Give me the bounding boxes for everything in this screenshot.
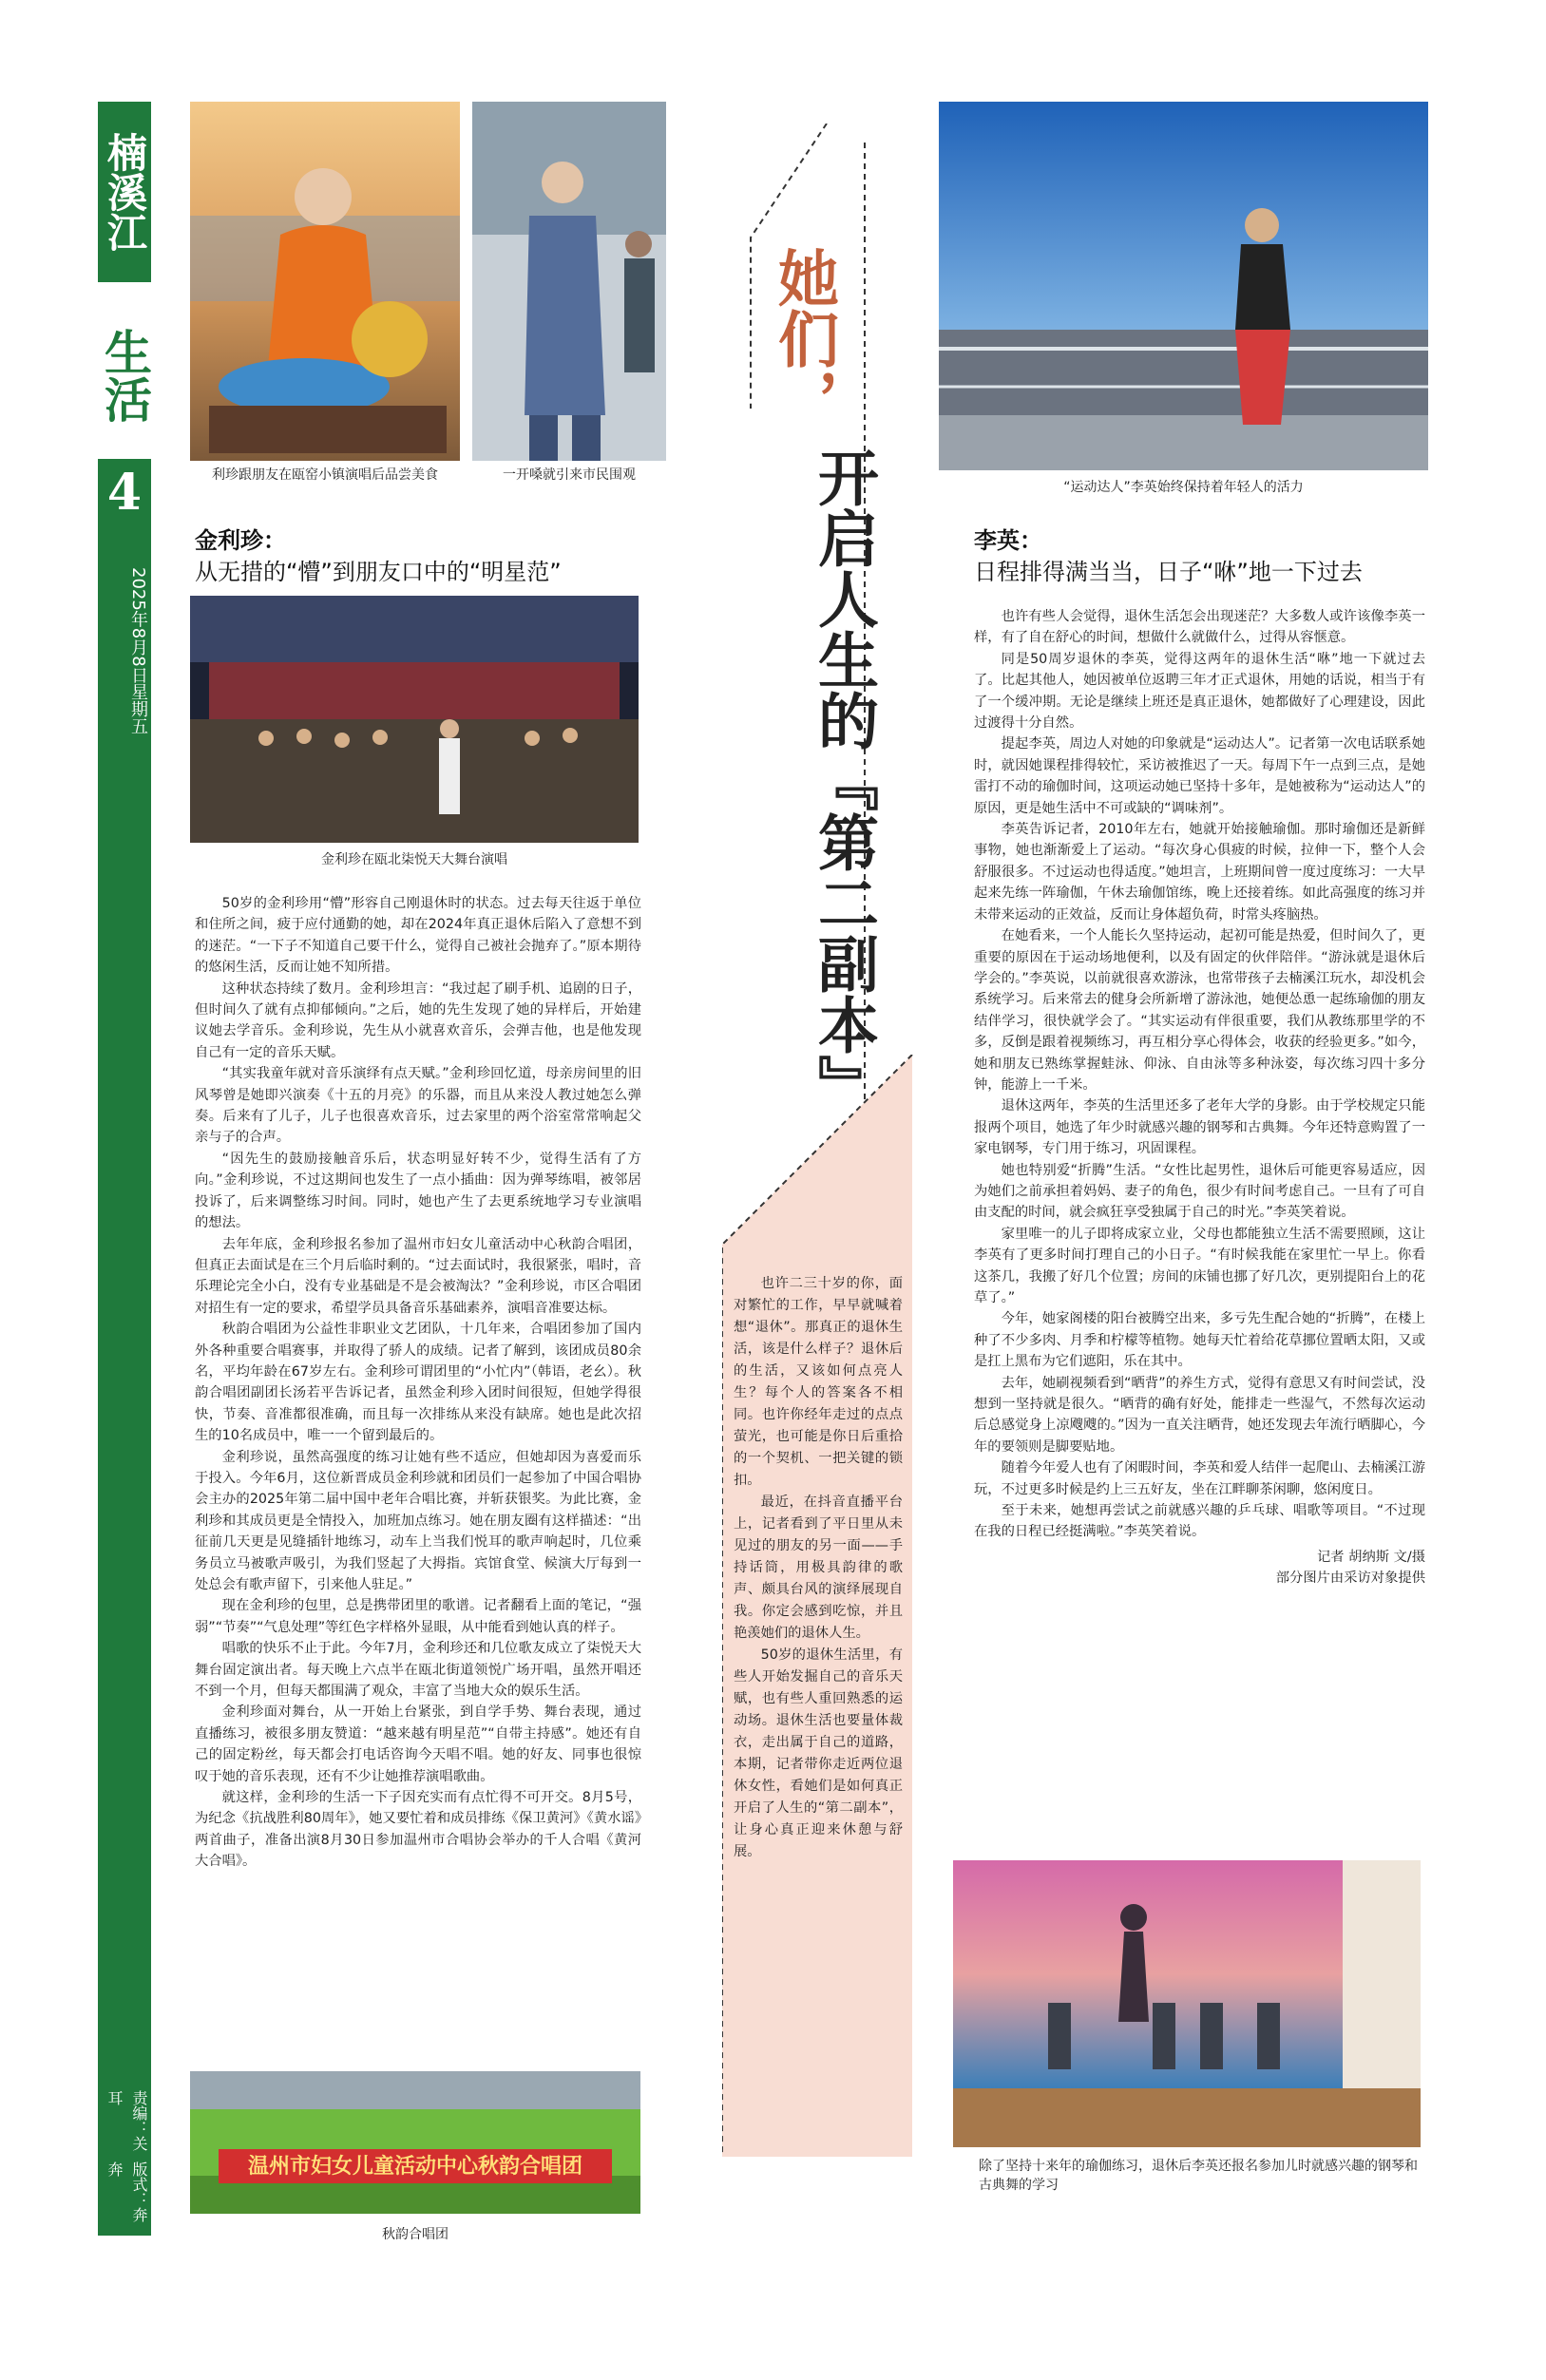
photo-street-singing-image	[472, 102, 666, 461]
caption-street-singing: 一开嗓就引来市民围观	[503, 467, 636, 483]
left-paragraph: 秋韵合唱团为公益性非职业文艺团队，十几年来，合唱团参加了国内外各种重要合唱赛事，并取得了骄人的成绩。记者了解到，该团成员80余名，平均年龄在67岁左右。金利珍可谓团里的“小忙内”（韩语，老幺）。秋韵合唱团副团长汤若平告诉记者，虽然金利珍入团时间很短，但她学得很快，节奏、音准都很准确，而且每一次排练从来没有缺席。她也是此次招生的10名成员中，唯一一个留到最后的。	[195, 1322, 641, 1444]
editor-credit: 责编：关耳	[105, 2090, 148, 2151]
right-paragraph: 去年，她刷视频看到“晒背”的养生方式，觉得有意思又有时间尝试，没想到一坚持就是很久。“晒背的确有好处，能排走一些湿气，不然每次运动后总感觉身上凉飕飕的。”因为一直关注晒背，她还发现去年流行晒脚心，今年的要领则是脚要贴地。	[974, 1375, 1425, 1455]
section-title: 生活	[97, 328, 153, 423]
left-paragraph: 现在金利珍的包里，总是携带团里的歌谱。记者翻看上面的笔记，“强弱”“节奏”“气息处理”等红色字样格外显眼，从中能看到她认真的样子。	[195, 1598, 641, 1635]
choir-banner-text: 温州市妇女儿童活动中心秋韵合唱团	[247, 2154, 582, 2179]
photo-food-tasting	[190, 102, 460, 461]
editor-credits	[98, 2090, 151, 2233]
left-paragraph: 金利珍面对舞台，从一开始上台紧张，到自学手势、舞台表现，通过直播练习，被很多朋友赞道：“越来越有明星范”“自带主持感”。她还有自己的固定粉丝，每天都会打电话咨询今天唱不唱。她的好友、同事也很惊叹于她的音乐表现，还有不少让她推荐演唱歌曲。	[195, 1704, 641, 1784]
byline: 记者 胡纳斯 文/摄	[1317, 1549, 1425, 1565]
caption-stage-performance: 金利珍在瓯北柒悦天大舞台演唱	[321, 852, 507, 867]
right-story-body	[974, 606, 1425, 1589]
left-heading-name: 金利珍：	[195, 527, 286, 554]
right-heading-name: 李英：	[974, 527, 1042, 554]
left-paragraph: 50岁的金利珍用“懵”形容自己刚退休时的状态。过去每天往返于单位和住所之间，疲于应付通勤的她，却在2024年真正退休后陷入了意想不到的迷茫。“一下子不知道自己要干什么，觉得自己被社会抛弃了。”原本期待的悠闲生活，反而让她不知所措。	[195, 896, 641, 976]
photo-street-singing	[472, 102, 666, 461]
photo-yoga-class	[953, 1860, 1421, 2147]
date-text: 2025年8月8日	[128, 566, 148, 684]
left-paragraph: 这种状态持续了数月。金利珍坦言：“我过起了刷手机、追剧的日子，但时间久了就有点抑郁倾向。”之后，她的先生发现了她的异样后，开始建议她去学音乐。金利珍说，先生从小就喜欢音乐，会弹吉他，也是他发现自己有一定的音乐天赋。	[195, 981, 641, 1060]
caption-sports-viewpoint: “运动达人”李英始终保持着年轻人的活力	[1063, 480, 1304, 495]
intro-paragraph: 50岁的退休生活里，有些人开始发掘自己的音乐天赋，也有些人重回熟悉的运动场。退休生活也要量体裁衣，走出属于自己的道路，本期，记者带你走近两位退休女性，看她们是如何真正开启了人生的“第二副本”，让身心真正迎来休憩与舒展。	[734, 1647, 903, 1859]
right-paragraph: 同是50周岁退休的李英，觉得这两年的退休生活“咻”地一下就过去了。比起其他人，她因被单位返聘三年才正式退休，用她的话说，相当于有了一个缓冲期。无论是继续上班还是真正退休，她都做好了心理建设，因此过渡得十分自然。	[974, 651, 1425, 732]
left-paragraph: 唱歌的快乐不止于此。今年7月，金利珍还和几位歌友成立了柒悦天大舞台固定演出者。每天晚上六点半在瓯北街道领悦广场开唱，虽然开唱还不到一个月，但每天都围满了观众，丰富了当地大众的娱乐生活。	[195, 1641, 641, 1700]
photo-stage-performance-image	[190, 596, 639, 843]
right-heading-sub: 日程排得满当当，日子“咻”地一下过去	[974, 559, 1363, 585]
weekday-text: 星期五	[128, 683, 148, 735]
right-paragraph: 在她看来，一个人能长久坚持运动，起初可能是热爱，但时间久了，更重要的原因在于运动场地便利，以及有固定的伙伴陪伴。“游泳就是退休后学会的。”李英说，以前就很喜欢游泳，也常带孩子去楠溪江玩水，却没机会系统学习。后来常去的健身会所新增了游泳池，她便怂恿一起练瑜伽的朋友结伴学习，很快就学会了。“其实运动有伴很重要，我们从教练那里学的不多，反倒是跟着视频练习，再互相分享心得体会，收获的经验更多。”如今，她和朋友已熟练掌握蛙泳、仰泳、自由泳等多种泳姿，每次练习四十多分钟，能游上一千米。	[974, 928, 1425, 1093]
caption-choir: 秋韵合唱团	[382, 2227, 449, 2242]
right-paragraph: 今年，她家阁楼的阳台被腾空出来，多亏先生配合她的“折腾”，在楼上种了不少多肉、月季和柠檬等植物。她每天忙着给花草挪位置晒太阳，又或是扛上黑布为它们遮阳，乐在其中。	[974, 1311, 1425, 1370]
left-story-body	[195, 893, 641, 1873]
left-paragraph: “其实我童年就对音乐演绎有点天赋。”金利珍回忆道，母亲房间里的旧风琴曾是她即兴演奏《十五的月亮》的乐器，而且从来没人教过她怎么弹奏。后来有了儿子，儿子也很喜欢音乐，过去家里的两个浴室常常响起父亲与子的合声。	[195, 1066, 641, 1146]
right-paragraph: 随着今年爱人也有了闲暇时间，李英和爱人结伴一起爬山、去楠溪江游玩，不过更多时候是约上三五好友，坐在江畔聊茶闲聊，悠闲度日。	[974, 1460, 1425, 1497]
caption-food-tasting: 利珍跟朋友在瓯窑小镇演唱后品尝美食	[212, 467, 438, 483]
paper-name: 楠溪江	[102, 132, 148, 252]
headline-line2: 开启人生的『第二副本』	[808, 447, 879, 1115]
intro-text	[734, 1273, 903, 1863]
caption-yoga-class: 除了坚持十来年的瑜伽练习，退休后李英还报名参加儿时就感兴趣的钢琴和古典舞的学习	[979, 2159, 1418, 2193]
page-number: 4	[106, 464, 143, 522]
left-paragraph: “因先生的鼓励接触音乐后，状态明显好转不少，觉得生活有了方向。”金利珍说，不过这期间也发生了一点小插曲：因为弹琴练唱，被邻居投诉了，后来调整练习时间。同时，她也产生了去更系统地学习专业演唱的想法。	[195, 1151, 641, 1231]
photo-sports-viewpoint-image	[939, 102, 1428, 470]
intro-paragraph: 也许二三十岁的你，面对繁忙的工作，早早就喊着想“退休”。那真正的退休生活，该是什么样子？退休后的生活，又该如何点亮人生？每个人的答案各不相同。也许你经年走过的点点萤光，也可能是你日后重拾的一个契机、一把关键的锁扣。	[734, 1276, 903, 1488]
issue-date	[98, 542, 151, 760]
photo-food-tasting-image	[190, 102, 460, 461]
right-paragraph: 家里唯一的儿子即将成家立业，父母也都能独立生活不需要照顾，这让李英有了更多时间打理自己的小日子。“有时候我能在家里忙一早上。你看这茶几，我搬了好几个位置；房间的床铺也挪了好几次，更别提阳台上的花草了。”	[974, 1226, 1425, 1305]
intro-paragraph: 最近，在抖音直播平台上，记者看到了平日里从未见过的朋友的另一面——手持话筒，用极具韵律的歌声、颇具台风的演绎展现自我。你定会感到吃惊，并且艳羡她们的退休人生。	[734, 1495, 903, 1641]
right-paragraph: 至于未来，她想再尝试之前就感兴趣的乒乓球、唱歌等项目。“不过现在我的日程已经挺满啦。”李英笑着说。	[974, 1503, 1425, 1540]
layout-credit: 版式：奔奔	[105, 2161, 148, 2222]
right-paragraph: 也许有些人会觉得，退休生活怎会出现迷茫？大多数人或许该像李英一样，有了自在舒心的时间，想做什么就做什么，过得从容惬意。	[974, 609, 1425, 646]
right-paragraph: 她也特别爱“折腾”生活。“女性比起男性，退休后可能更容易适应，因为她们之前承担着妈妈、妻子的角色，很少有时间考虑自己。一旦有了可自由支配的时间，就会疯狂享受独属于自己的时光。”李英笑着说。	[974, 1162, 1425, 1221]
photo-choir-image	[190, 2071, 640, 2214]
photo-credit: 部分图片由采访对象提供	[1275, 1570, 1425, 1586]
photo-choir	[190, 2071, 640, 2214]
left-paragraph: 金利珍说，虽然高强度的练习让她有些不适应，但她却因为喜爱而乐于投入。今年6月，这位新晋成员金利珍就和团员们一起参加了中国合唱协会主办的2025年第二届中国中老年合唱比赛，并斩获银奖。为此比赛，金利珍和其成员更是全情投入，加班加点练习。她在朋友圈有这样描述：“出征前几天更是见缝插针地练习，动车上当我们悦耳的歌声响起时，几位乘务员立马被歌声吸引，为我们竖起了大拇指。宾馆食堂、候演大厅每到一处总会有歌声留下，引来他人驻足。”	[195, 1449, 641, 1592]
right-paragraph: 退休这两年，李英的生活里还多了老年大学的身影。由于学校规定只能报两个项目，她选了年少时就感兴趣的钢琴和古典舞。今年还特意购置了一家电钢琴，专门用于练习，巩固课程。	[974, 1098, 1425, 1157]
masthead-logo	[98, 102, 151, 282]
photo-sports-viewpoint	[939, 102, 1428, 470]
right-paragraph: 提起李英，周边人对她的印象就是“运动达人”。记者第一次电话联系她时，就因她课程排得较忙，采访被推迟了一天。每周下午一点到三点，是她雷打不动的瑜伽时间，这项运动她已坚持十多年，是她被称为“运动达人”的原因，更是她生活中不可或缺的“调味剂”。	[974, 736, 1425, 816]
right-paragraph: 李英告诉记者，2010年左右，她就开始接触瑜伽。那时瑜伽还是新鲜事物，她也渐渐爱上了运动。“每次身心俱疲的时候，拉伸一下，整个人会舒服很多。不过运动也得适度。”她坦言，上班期间曾一度过度练习：一大早起来先练一阵瑜伽，午休去瑜伽馆练，晚上还接着练。如此高强度的练习并未带来运动的正效益，反而让身体超负荷，时常头疼脑热。	[974, 822, 1425, 923]
left-paragraph: 就这样，金利珍的生活一下子因充实而有点忙得不可开交。8月5号，为纪念《抗战胜利80周年》，她又要忙着和成员排练《保卫黄河》《黄水谣》两首曲子，准备出演8月30日参加温州市合唱协会举办的千人合唱《黄河大合唱》。	[195, 1790, 641, 1870]
photo-stage-performance	[190, 596, 639, 843]
left-paragraph: 去年年底，金利珍报名参加了温州市妇女儿童活动中心秋韵合唱团，但真正去面试是在三个月后临时剩的。“过去面试时，我很紧张，唱时，音乐理论完全小白，没有专业基础是不是会被淘汰？”金利珍说，市区合唱团对招生有一定的要求，希望学员具备音乐基础素养，演唱音准要达标。	[195, 1236, 641, 1316]
photo-yoga-class-image	[953, 1860, 1421, 2147]
left-heading-sub: 从无措的“懵”到朋友口中的“明星范”	[195, 559, 562, 585]
headline-line1: 她们，	[768, 247, 839, 429]
